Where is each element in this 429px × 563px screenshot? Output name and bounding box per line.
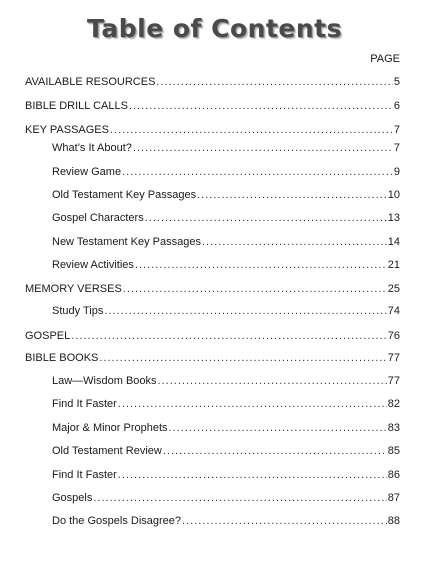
toc-entry-label: Do the Gospels Disagree?: [52, 515, 182, 527]
toc-section-entry: [25, 75, 400, 89]
toc-entry-page-number: 14: [387, 236, 400, 248]
toc-entry-label: Law—Wisdom Books: [52, 375, 157, 387]
toc-section-entry: [25, 123, 400, 137]
toc-entry-label: MEMORY VERSES: [25, 283, 122, 295]
toc-entry-label: BIBLE BOOKS: [25, 352, 99, 364]
toc-entry-label: What’s It About?: [52, 142, 132, 154]
toc-entry-label: Old Testament Review: [52, 445, 162, 457]
toc-entry-page-number: 9: [393, 166, 400, 178]
toc-entry-page-number: 83: [387, 422, 400, 434]
dot-leader: [93, 491, 386, 505]
dot-leader: [71, 329, 387, 343]
toc-entry-label: AVAILABLE RESOURCES: [25, 76, 156, 88]
toc-subsection-entry: [52, 514, 400, 528]
dot-leader: [197, 188, 387, 202]
dot-leader: [202, 235, 387, 249]
dot-leader: [158, 374, 387, 388]
toc-entry-label: Major & Minor Prophets: [52, 422, 168, 434]
dot-leader: [133, 141, 393, 155]
toc-entry-label: Gospels: [52, 492, 93, 504]
toc-entry-label: Gospel Characters: [52, 212, 144, 224]
toc-entry-page-number: 88: [387, 515, 400, 527]
toc-subsection-entry: [52, 211, 400, 225]
page-title: Table of Contents: [87, 14, 342, 43]
toc-entry-label: Review Activities: [52, 259, 134, 271]
toc-entry-page-number: 10: [387, 189, 400, 201]
toc-entry-page-number: 7: [393, 124, 400, 136]
toc-subsection-entry: [52, 235, 400, 249]
toc-entry-label: Find It Faster: [52, 469, 117, 481]
toc-subsection-entry: [52, 304, 400, 318]
dot-leader: [104, 304, 386, 318]
toc-entry-page-number: 76: [387, 330, 400, 342]
dot-leader: [129, 99, 393, 113]
dot-leader: [163, 444, 387, 458]
dot-leader: [145, 211, 387, 225]
toc-subsection-entry: [52, 468, 400, 482]
toc-entry-label: Old Testament Key Passages: [52, 189, 197, 201]
toc-subsection-entry: [52, 491, 400, 505]
dot-leader: [169, 421, 387, 435]
toc-subsection-entry: [52, 444, 400, 458]
toc-subsection-entry: [52, 397, 400, 411]
dot-leader: [123, 282, 387, 296]
toc-entry-page-number: 13: [387, 212, 400, 224]
toc-entry-label: Study Tips: [52, 305, 104, 317]
toc-entry-label: GOSPEL: [25, 330, 71, 342]
dot-leader: [182, 514, 387, 528]
toc-entry-label: KEY PASSAGES: [25, 124, 109, 136]
toc-entry-page-number: 25: [387, 283, 400, 295]
toc-section-entry: [25, 329, 400, 343]
toc-entry-label: New Testament Key Passages: [52, 236, 201, 248]
dot-leader: [122, 165, 393, 179]
toc-entry-page-number: 5: [393, 76, 400, 88]
dot-leader: [99, 351, 386, 365]
dot-leader: [118, 397, 387, 411]
toc-subsection-entry: [52, 258, 400, 272]
toc-subsection-entry: [52, 188, 400, 202]
toc-section-entry: [25, 351, 400, 365]
toc-subsection-entry: [52, 421, 400, 435]
toc-entry-page-number: 87: [387, 492, 400, 504]
toc-entry-page-number: 82: [387, 398, 400, 410]
toc-entry-page-number: 77: [387, 375, 400, 387]
toc-entry-page-number: 85: [387, 445, 400, 457]
dot-leader: [156, 75, 392, 89]
dot-leader: [118, 468, 387, 482]
toc-entry-page-number: 86: [387, 469, 400, 481]
toc-subsection-entry: [52, 374, 400, 388]
page-column-label: PAGE: [370, 53, 400, 65]
toc-section-entry: [25, 99, 400, 113]
toc-section-entry: [25, 282, 400, 296]
toc-entry-page-number: 74: [387, 305, 400, 317]
toc-subsection-entry: [52, 141, 400, 155]
toc-entry-label: Find It Faster: [52, 398, 117, 410]
toc-entry-label: Review Game: [52, 166, 122, 178]
toc-entry-label: BIBLE DRILL CALLS: [25, 100, 128, 112]
toc-entry-page-number: 21: [387, 259, 400, 271]
toc-subsection-entry: [52, 165, 400, 179]
toc-entry-page-number: 77: [387, 352, 400, 364]
toc-entry-page-number: 6: [393, 100, 400, 112]
toc-entry-page-number: 7: [393, 142, 400, 154]
dot-leader: [110, 123, 393, 137]
dot-leader: [135, 258, 387, 272]
